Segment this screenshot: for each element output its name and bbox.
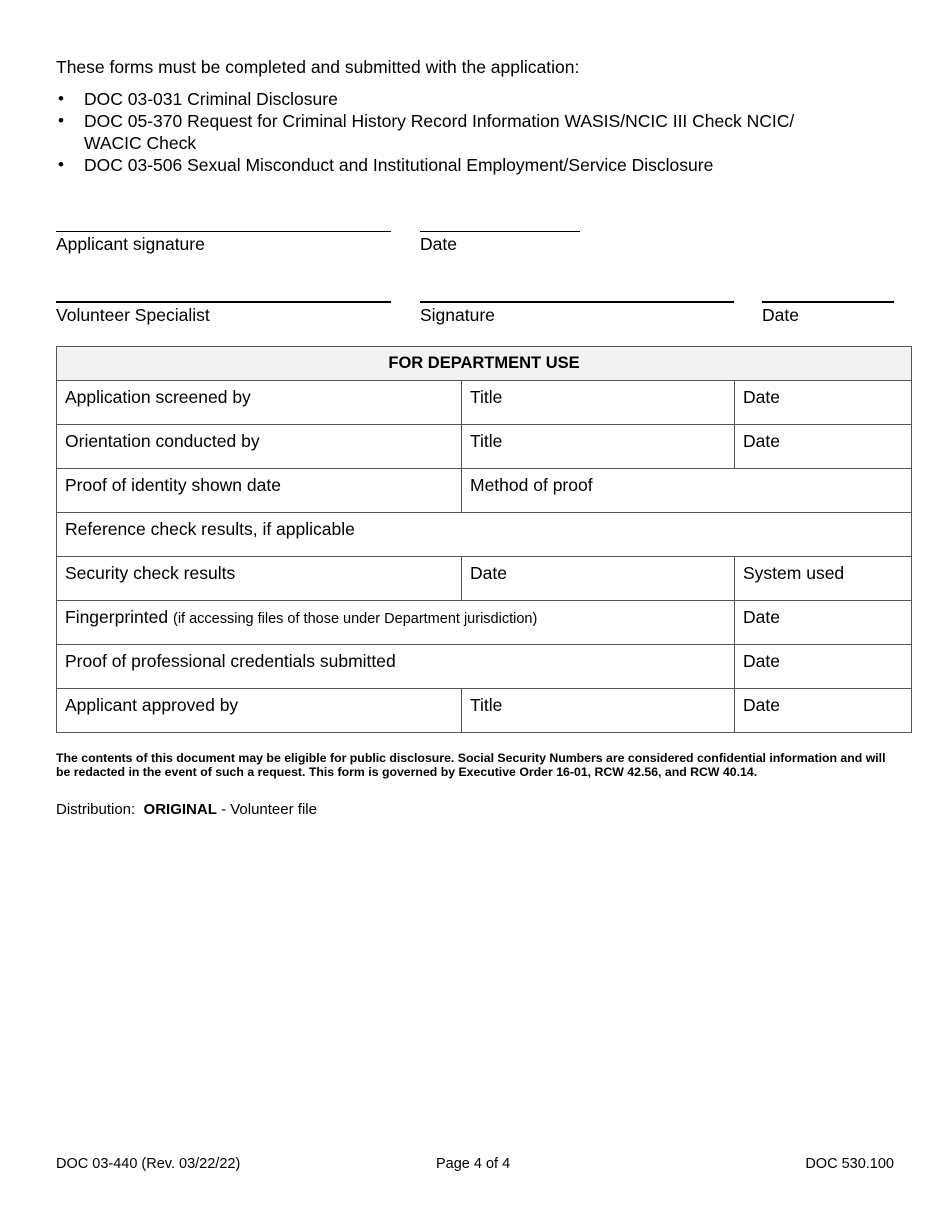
distribution-label: Distribution: [56, 801, 136, 818]
applicant-approved-by-cell[interactable]: Applicant approved by [57, 689, 462, 733]
volunteer-specialist-label: Volunteer Specialist [56, 305, 210, 325]
department-use-table [56, 346, 912, 733]
distribution-line [56, 801, 317, 818]
intro-text: These forms must be completed and submitted with the application: [56, 57, 580, 77]
volunteer-specialist-line[interactable] [56, 301, 391, 303]
specialist-date-line[interactable] [762, 301, 894, 303]
required-forms-list [56, 88, 856, 176]
applicant-signature-line[interactable] [56, 231, 391, 232]
applicant-date-label: Date [420, 234, 457, 254]
proof-of-identity-cell[interactable]: Proof of identity shown date [57, 469, 462, 513]
disclosure-notice: The contents of this document may be eligible for public disclosure. Social Security Numbers are considered confidential information and will be redacted in the event of such a request. This form is governed by Executive Order 16-01, RCW 42.56, and RCW 40.14. [56, 751, 886, 779]
table-row [57, 557, 912, 601]
method-of-proof-cell[interactable]: Method of proof [462, 469, 912, 513]
distribution-rest: - Volunteer file [221, 801, 317, 818]
list-item: • DOC 05-370 Request for Criminal History Record Information WASIS/NCIC III Check NCIC/ WACIC Check [56, 110, 856, 154]
professional-credentials-cell[interactable]: Proof of professional credentials submitted [57, 645, 735, 689]
list-item: • DOC 03-506 Sexual Misconduct and Institutional Employment/Service Disclosure [56, 154, 856, 176]
specialist-signature-label: Signature [420, 305, 495, 325]
credentials-date-cell[interactable]: Date [735, 645, 912, 689]
fingerprinted-cell[interactable] [57, 601, 735, 645]
orientation-conducted-by-cell[interactable]: Orientation conducted by [57, 425, 462, 469]
distribution-original: ORIGINAL [143, 801, 217, 818]
screened-title-cell[interactable]: Title [462, 381, 735, 425]
specialist-date-label: Date [762, 305, 799, 325]
fingerprinted-note: (if accessing files of those under Department jurisdiction) [173, 611, 538, 627]
reference-check-cell[interactable]: Reference check results, if applicable [57, 513, 912, 557]
table-row [57, 689, 912, 733]
table-row [57, 469, 912, 513]
orientation-title-cell[interactable]: Title [462, 425, 735, 469]
security-check-results-cell[interactable]: Security check results [57, 557, 462, 601]
table-row [57, 425, 912, 469]
department-use-header: FOR DEPARTMENT USE [57, 347, 912, 381]
table-row [57, 513, 912, 557]
application-screened-by-cell[interactable]: Application screened by [57, 381, 462, 425]
applicant-signature-label: Applicant signature [56, 234, 205, 254]
fingerprinted-label: Fingerprinted [65, 607, 169, 627]
specialist-signature-line[interactable] [420, 301, 734, 303]
applicant-date-line[interactable] [420, 231, 580, 232]
orientation-date-cell[interactable]: Date [735, 425, 912, 469]
system-used-cell[interactable]: System used [735, 557, 912, 601]
footer-form-number: DOC 03-440 (Rev. 03/22/22) [56, 1156, 241, 1172]
table-row [57, 381, 912, 425]
approved-title-cell[interactable]: Title [462, 689, 735, 733]
screened-date-cell[interactable]: Date [735, 381, 912, 425]
security-date-cell[interactable]: Date [462, 557, 735, 601]
approved-date-cell[interactable]: Date [735, 689, 912, 733]
footer-page-number: Page 4 of 4 [436, 1156, 511, 1172]
fingerprinted-date-cell[interactable]: Date [735, 601, 912, 645]
list-item: • DOC 03-031 Criminal Disclosure [56, 88, 856, 110]
table-row [57, 645, 912, 689]
table-row [57, 601, 912, 645]
footer-policy-number: DOC 530.100 [805, 1156, 894, 1172]
